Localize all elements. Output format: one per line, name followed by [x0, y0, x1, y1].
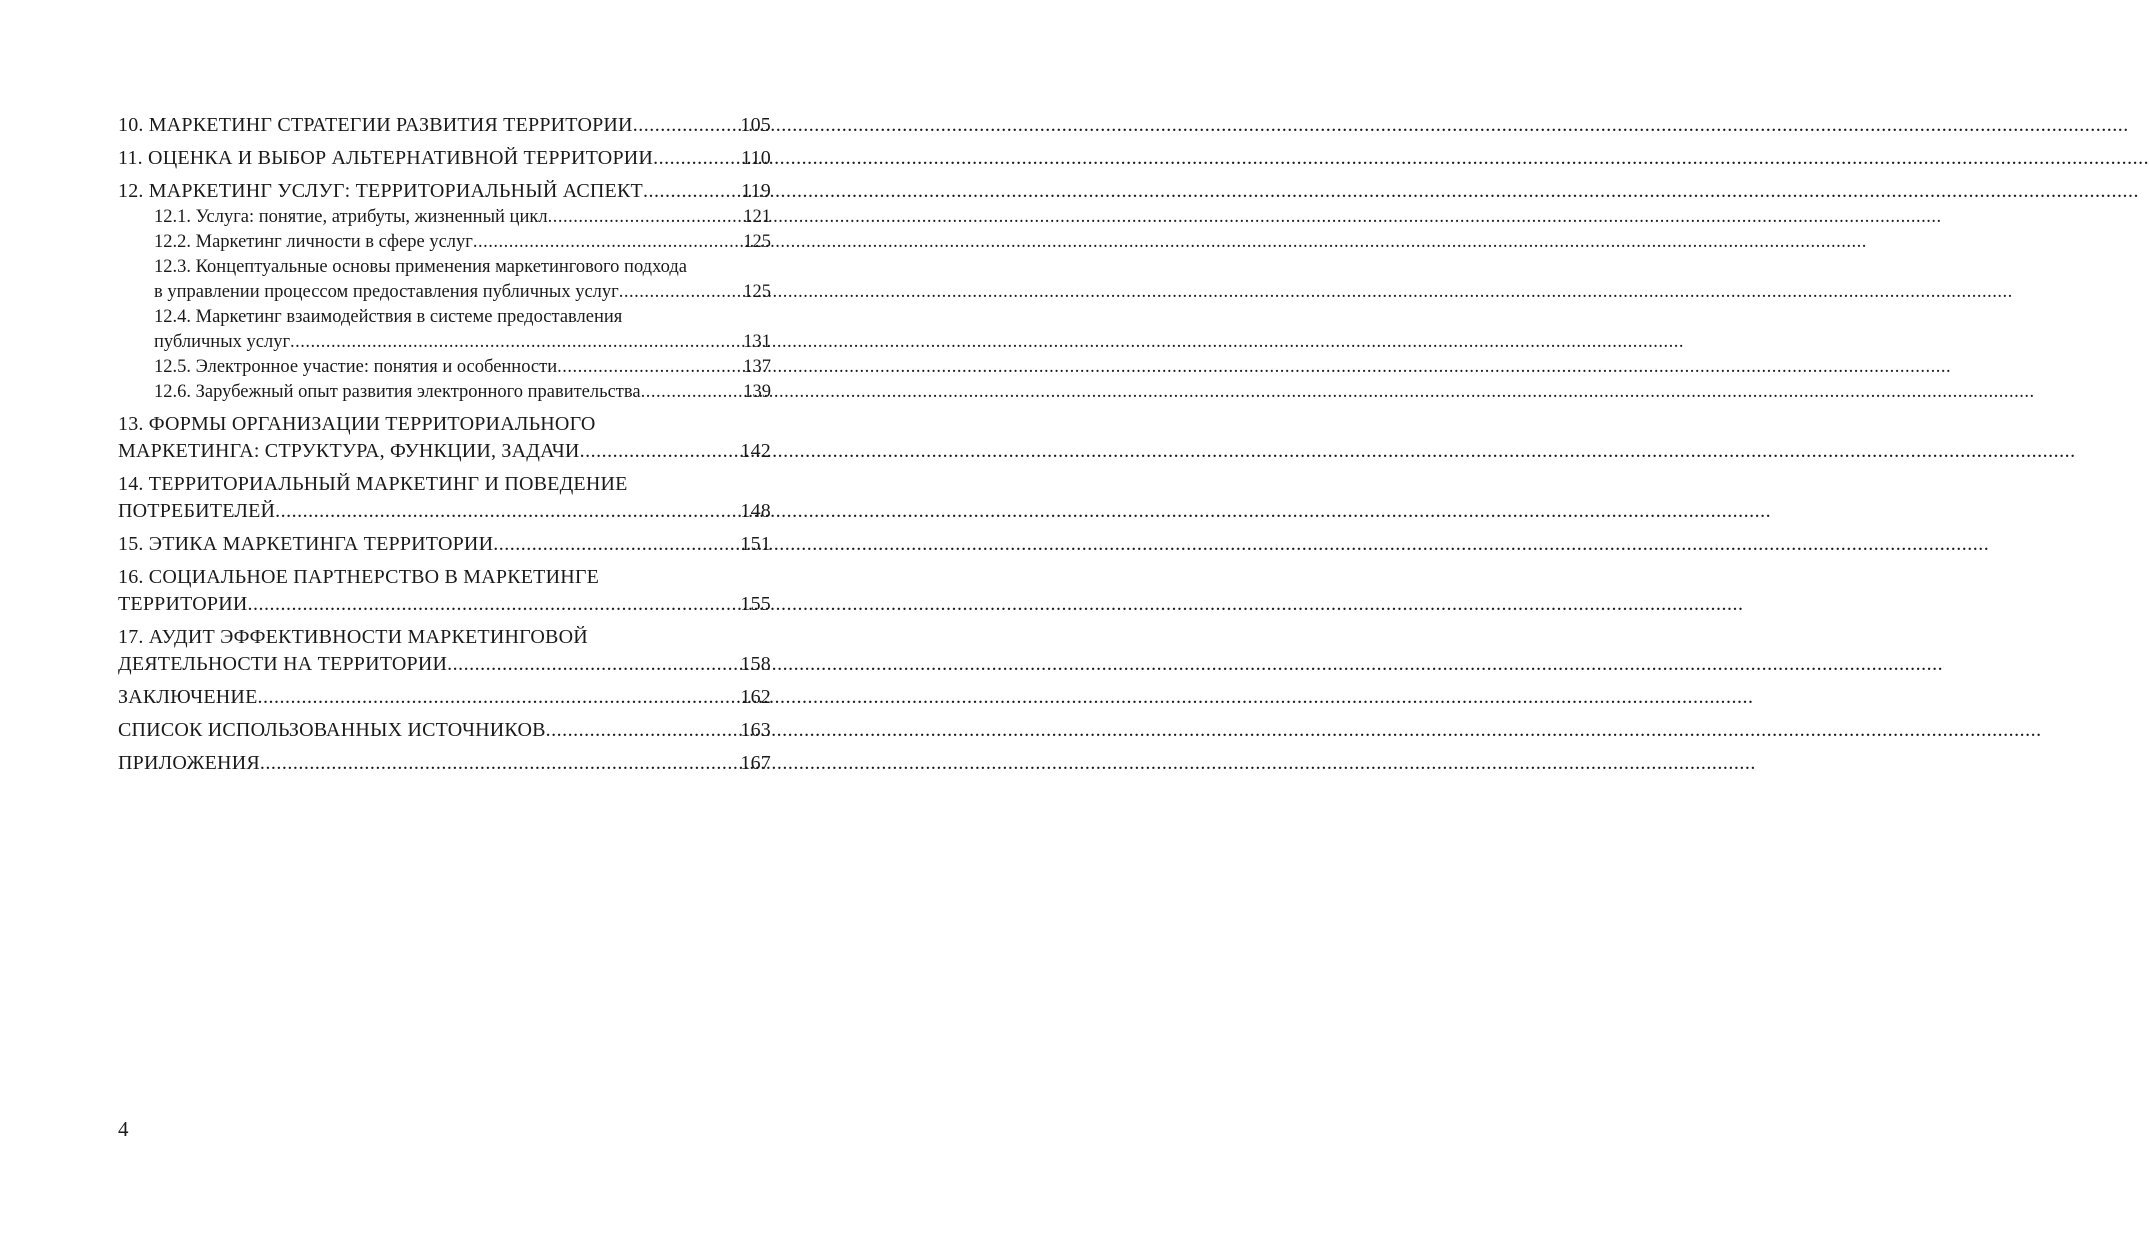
toc-entry-title: 10. МАРКЕТИНГ СТРАТЕГИИ РАЗВИТИЯ ТЕРРИТОРИИ [118, 114, 633, 136]
toc-entry-title: публичных услуг [154, 332, 291, 352]
toc-entry[interactable] [118, 684, 771, 711]
toc-page-number: 162 [740, 686, 771, 708]
dot-leader [548, 205, 744, 230]
toc-entry[interactable] [118, 112, 771, 139]
toc-entry-title: 11. ОЦЕНКА И ВЫБОР АЛЬТЕРНАТИВНОЙ ТЕРРИТОРИИ [118, 147, 654, 169]
page-footer-number: 4 [118, 1117, 129, 1141]
toc-entry-title: МАРКЕТИНГА: СТРУКТУРА, ФУНКЦИИ, ЗАДАЧИ [118, 440, 580, 462]
toc-page-number: 139 [743, 382, 771, 402]
toc-page-number: 125 [743, 232, 771, 252]
toc-entry[interactable] [118, 411, 771, 465]
toc-entry-title: СПИСОК ИСПОЛЬЗОВАННЫХ ИСТОЧНИКОВ [118, 719, 546, 741]
toc-entry[interactable] [118, 624, 771, 678]
toc-entry[interactable] [118, 145, 771, 172]
toc-entry-title: ДЕЯТЕЛЬНОСТИ НА ТЕРРИТОРИИ [118, 653, 448, 675]
toc-line [118, 717, 771, 744]
toc-entry-title-line: 17. АУДИТ ЭФФЕКТИВНОСТИ МАРКЕТИНГОВОЙ [118, 626, 588, 648]
toc-line [118, 112, 771, 139]
toc-page-number: 121 [743, 207, 771, 227]
toc-page-number: 155 [740, 593, 771, 615]
toc-entry[interactable] [118, 178, 771, 205]
toc-entry[interactable] [118, 564, 771, 618]
toc-page-number: 163 [740, 719, 771, 741]
toc-line [118, 438, 771, 465]
toc-subentry[interactable] [154, 380, 771, 405]
dot-leader [447, 651, 740, 678]
toc-line [118, 145, 771, 172]
toc-entry-title-line: 13. ФОРМЫ ОРГАНИЗАЦИИ ТЕРРИТОРИАЛЬНОГО [118, 413, 596, 435]
toc-line [118, 178, 771, 205]
dot-leader [633, 112, 741, 139]
toc-entry-title-line: 12.4. Маркетинг взаимодействия в системе предоставления [154, 307, 623, 327]
toc-line [154, 230, 771, 255]
toc-page-number: 131 [743, 332, 771, 352]
toc-entry-title: 12.5. Электронное участие: понятия и особенности [154, 357, 558, 377]
dot-leader [260, 750, 741, 777]
toc-entry-title-line: 14. ТЕРРИТОРИАЛЬНЫЙ МАРКЕТИНГ И ПОВЕДЕНИЕ [118, 473, 628, 495]
toc-line [154, 355, 771, 380]
dot-leader [619, 280, 744, 305]
toc-entry-title: ЗАКЛЮЧЕНИЕ [118, 686, 258, 708]
toc-entry[interactable] [118, 471, 771, 525]
toc-page-number: 110 [741, 147, 771, 169]
toc-page-number: 142 [740, 440, 771, 462]
dot-leader [546, 717, 741, 744]
dot-leader [557, 355, 743, 380]
toc-entry[interactable] [118, 717, 771, 744]
toc-page-number: 105 [740, 114, 771, 136]
toc-page-number: 148 [740, 500, 771, 522]
toc-entry-title: 15. ЭТИКА МАРКЕТИНГА ТЕРРИТОРИИ [118, 533, 494, 555]
toc-page-number: 158 [740, 653, 771, 675]
toc-entry-title-line: 12.3. Концептуальные основы применения маркетингового подхода [154, 257, 687, 277]
toc-subentry[interactable] [154, 255, 771, 305]
toc-entry-title-line: 16. СОЦИАЛЬНОЕ ПАРТНЕРСТВО В МАРКЕТИНГЕ [118, 566, 600, 588]
toc-line [154, 380, 771, 405]
toc-page-number: 119 [741, 180, 771, 202]
toc-line [118, 591, 771, 618]
toc-page-number: 151 [740, 533, 771, 555]
toc-entry-title: ПРИЛОЖЕНИЯ [118, 752, 260, 774]
dot-leader [641, 380, 744, 405]
toc-entry-title: ТЕРРИТОРИИ [118, 593, 248, 615]
toc-entry-title: в управлении процессом предоставления публичных услуг [154, 282, 619, 302]
toc-entry-title: 12.1. Услуга: понятие, атрибуты, жизненный цикл [154, 207, 548, 227]
toc-line [154, 280, 771, 305]
toc-subentry[interactable] [154, 305, 771, 355]
toc-line [154, 330, 771, 355]
toc-entry[interactable] [118, 531, 771, 558]
dot-leader [275, 498, 740, 525]
dot-leader [290, 330, 743, 355]
toc-line [154, 205, 771, 230]
toc-entry-title: ПОТРЕБИТЕЛЕЙ [118, 500, 276, 522]
toc-line [118, 498, 771, 525]
table-of-contents [118, 112, 771, 783]
dot-leader [257, 684, 740, 711]
toc-entry-title: 12.6. Зарубежный опыт развития электронного правительства [154, 382, 641, 402]
dot-leader [580, 438, 741, 465]
toc-entry-title: 12.2. Маркетинг личности в сфере услуг [154, 232, 473, 252]
dot-leader [493, 531, 740, 558]
toc-line [118, 684, 771, 711]
toc-page-number: 137 [743, 357, 771, 377]
toc-subentry[interactable] [154, 230, 771, 255]
dot-leader [473, 230, 743, 255]
dot-leader [643, 178, 741, 205]
toc-line [118, 531, 771, 558]
toc-entry[interactable] [118, 750, 771, 777]
toc-page-number: 167 [740, 752, 771, 774]
toc-line [118, 651, 771, 678]
toc-page-number: 125 [743, 282, 771, 302]
toc-line [118, 750, 771, 777]
toc-subentry[interactable] [154, 205, 771, 230]
dot-leader [248, 591, 741, 618]
dot-leader [653, 145, 741, 172]
toc-entry-title: 12. МАРКЕТИНГ УСЛУГ: ТЕРРИТОРИАЛЬНЫЙ АСПЕКТ [118, 180, 643, 202]
toc-subentry[interactable] [154, 355, 771, 380]
